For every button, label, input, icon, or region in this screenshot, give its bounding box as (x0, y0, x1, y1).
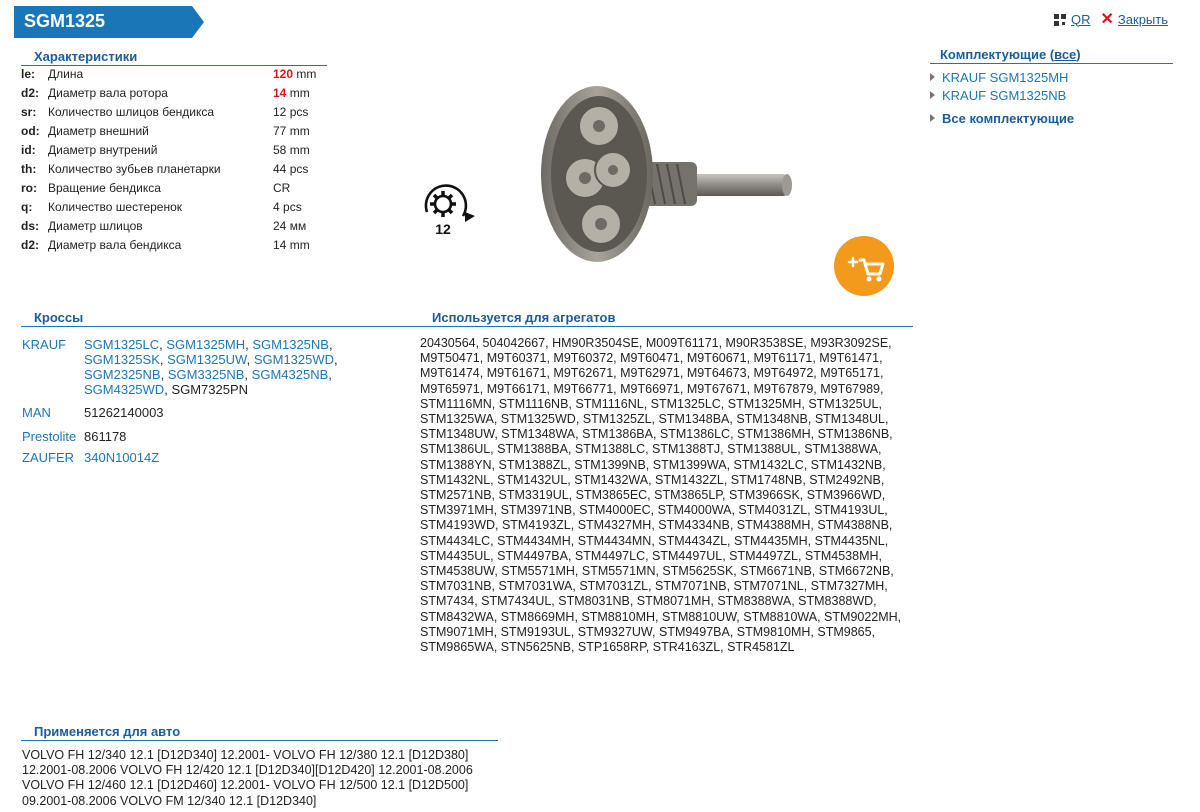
spec-code: sr: (21, 105, 37, 119)
spec-unit: mm (286, 124, 310, 138)
krauf-cross-link[interactable]: SGM1325WD (253, 352, 335, 367)
krauf-cross-list: SGM1325LC, SGM1325MH, SGM1325NB, SGM1325SK, SGM1325UW, SGM1325WD, SGM2325NB, SGM3325NB, SGM4325NB, SGM4325WD, SGM7325PN (84, 337, 338, 397)
spec-unit: mm (286, 238, 310, 252)
qr-link[interactable] (1054, 12, 1091, 27)
spec-unit: mm (286, 86, 310, 100)
spec-number: CR (273, 181, 291, 195)
krauf-cross-link[interactable]: SGM1325SK (84, 352, 160, 367)
krauf-cross-link[interactable]: SGM4325WD (84, 382, 165, 397)
spec-value (273, 181, 290, 195)
krauf-cross-link[interactable]: SGM1325LC (84, 337, 160, 352)
spec-name: Вращение бендикса (48, 181, 161, 195)
spec-name: Диаметр вала бендикса (48, 238, 182, 252)
spec-value (273, 162, 308, 176)
product-image (527, 74, 797, 274)
spec-unit: mm (286, 143, 310, 157)
spec-number: 12 (273, 105, 287, 119)
spec-value (273, 105, 308, 119)
spec-number: 14 (273, 86, 287, 100)
close-label[interactable]: Закрыть (1117, 12, 1168, 27)
triangle-icon (930, 73, 935, 81)
spec-number: 77 (273, 124, 287, 138)
accessory-label[interactable]: KRAUF SGM1325NB (942, 88, 1067, 103)
spec-value (273, 86, 310, 100)
spec-code: th: (21, 162, 37, 176)
triangle-icon (930, 91, 935, 99)
spec-unit: pcs (286, 162, 309, 176)
spec-value (273, 238, 310, 252)
spec-name: Диаметр внешний (48, 124, 149, 138)
cross-value-prestolite: 861178 (84, 429, 127, 444)
cross-brand-zaufer: ZAUFER (22, 450, 74, 465)
accessory-link[interactable] (930, 88, 1066, 103)
aggregates-heading: Используется для агрегатов (420, 310, 913, 327)
spec-number: 4 (273, 200, 280, 214)
spec-code: le: (21, 67, 36, 81)
applications-list: VOLVO FH 12/340 12.1 [D12D340] 12.2001- VOLVO FH 12/380 12.1 [D12D380] 12.2001-08.2006 VOLVO FH 12/420 12.1 [D12D340][D12D420] 12.2001-08.2006 VOLVO FH 12/460 12.1 [D12D460] 12.2001- VOLVO FH 12/500 12.1 [D12D500] 09.2001-08.2006 VOLVO FM 12/340 12.1 [D12D340] (22, 748, 473, 808)
page-title: SGM1325 (24, 11, 106, 31)
spec-code: q: (21, 200, 33, 214)
spec-name: Количество шестеренок (48, 200, 183, 214)
spec-number: 14 (273, 238, 287, 252)
specs-heading: Характеристики (21, 49, 327, 66)
top-links (1054, 9, 1168, 29)
all-accessories-link[interactable]: Все комплектующие (930, 111, 1074, 126)
spec-name: Количество шлицов бендикса (48, 105, 215, 119)
aggregates-list: 20430564, 504042667, HM90R3504SE, M009T61171, M90R3538SE, M93R3092SE, M9T50471, M9T60371, M9T60372, M9T60471, M9T60671, M9T61171, M9T61471, M9T61474, M9T61671, M9T62671, M9T62971, M9T64673, M9T64972, M9T65171, M9T65971, M9T66171, M9T66771, M9T66971, M9T67671, M9T67879, M9T67989, STM1116MN, STM1116NB, STM1116NL, STM1325LC, STM1325MH, STM1325UL, STM1325WA, STM1325WD, STM1325ZL, STM1348BA, STM1348NB, STM1348UL, STM1348UW, STM1348WA, STM1386BA, STM1386LC, STM1386MH, STM1386NB, STM1386UL, STM1388BA, STM1388LC, STM1388TJ, STM1388UL, STM1388WA, STM1388YN, STM1388ZL, STM1399NB, STM1399WA, STM1432LC, STM1432NB, STM1432NL, STM1432UL, STM1432WA, STM1432ZL, STM1748NB, STM2492NB, STM2571NB, STM3319UL, STM3865EC, STM3865LP, STM3966SK, STM3966WD, STM3971MH, STM3971NB, STM4000EC, STM4000WA, STM4031ZL, STM4193UL, STM4193WD, STM4193ZL, STM4327MH, STM4334NB, STM4388MH, STM4388NB, STM4434LC, STM4434MH, STM4434MN, STM4434ZL, STM4435MH, STM4435NL, STM4435UL, STM4497BA, STM4497LC, STM4497UL, STM4497ZL, STM4538MH, STM4538UW, STM5571MH, STM5571MN, STM5625SK, STM6671NB, STM6672NB, STM7031NB, STM7031WA, STM7031ZL, STM7071NB, STM7071NL, STM7327MH, STM7434, STM7434UL, STM8031NB, STM8071MH, STM8388WA, STM8388WD, STM8432WA, STM8669MH, STM8810MH, STM8810UW, STM8810WA, STM9022MH, STM9071MH, STM9193UL, STM9327UW, STM9497BA, STM9810MH, STM9865, STM9865WA, STN5625NB, STP1658RP, STR4163ZL, STR4581ZL (420, 336, 902, 655)
spec-name: Диаметр внутрений (48, 143, 158, 157)
spec-code: d2: (21, 238, 39, 252)
krauf-cross-link[interactable]: SGM1325NB (252, 337, 329, 352)
spec-value (273, 219, 306, 233)
applications-heading: Применяется для авто (21, 724, 498, 741)
qr-label[interactable]: QR (1071, 11, 1091, 27)
krauf-cross-link[interactable]: SGM2325NB (84, 367, 161, 382)
accessories-all-link[interactable]: все (1054, 47, 1077, 62)
accessories-heading: Комплектующие (все) (930, 47, 1173, 64)
cross-brand-man: MAN (22, 405, 51, 420)
close-link[interactable] (1101, 9, 1168, 29)
spec-name: Диаметр вала ротора (48, 86, 168, 100)
spec-name: Длина (48, 67, 84, 81)
spec-code: od: (21, 124, 40, 138)
spec-code: ds: (21, 219, 39, 233)
spec-unit: mm (293, 67, 317, 81)
close-icon: ✕ (1100, 11, 1114, 28)
spec-code: ro: (21, 181, 37, 195)
spec-code: id: (21, 143, 36, 157)
cross-value-man: 51262140003 (84, 405, 164, 420)
krauf-cross-link[interactable]: SGM1325MH (166, 337, 246, 352)
accessory-link[interactable] (930, 70, 1068, 85)
spec-unit: pcs (286, 105, 309, 119)
rotation-number: 12 (435, 221, 451, 237)
qr-icon (1054, 14, 1066, 26)
crosses-heading: Кроссы (21, 310, 425, 327)
spec-name: Диаметр шлицов (48, 219, 143, 233)
spec-value (273, 67, 316, 81)
spec-number: 120 (273, 67, 294, 81)
cart-icon (834, 236, 894, 296)
accessory-label[interactable]: KRAUF SGM1325MH (942, 70, 1069, 85)
spec-value (273, 124, 310, 138)
spec-value (273, 143, 310, 157)
krauf-cross-link[interactable]: SGM1325UW (167, 352, 247, 367)
spec-unit: pcs (279, 200, 302, 214)
add-to-cart-button[interactable] (834, 236, 894, 296)
cross-brand-krauf: KRAUF (22, 337, 67, 352)
cross-value-zaufer[interactable]: 340N10014Z (84, 450, 160, 465)
spec-number: 24 (273, 219, 287, 233)
spec-name: Количество зубьев планетарки (48, 162, 221, 176)
spec-code: d2: (21, 86, 39, 100)
triangle-icon (930, 114, 935, 122)
spec-value (273, 200, 302, 214)
krauf-cross-link[interactable]: SGM4325NB (251, 367, 329, 382)
cross-brand-prestolite: Prestolite (22, 429, 77, 444)
rotation-icon (413, 176, 483, 238)
spec-unit: мм (286, 219, 307, 233)
spec-number: 58 (273, 143, 287, 157)
krauf-cross-link[interactable]: SGM3325NB (167, 367, 245, 382)
krauf-cross-plain: SGM7325PN (171, 382, 249, 397)
spec-number: 44 (273, 162, 287, 176)
